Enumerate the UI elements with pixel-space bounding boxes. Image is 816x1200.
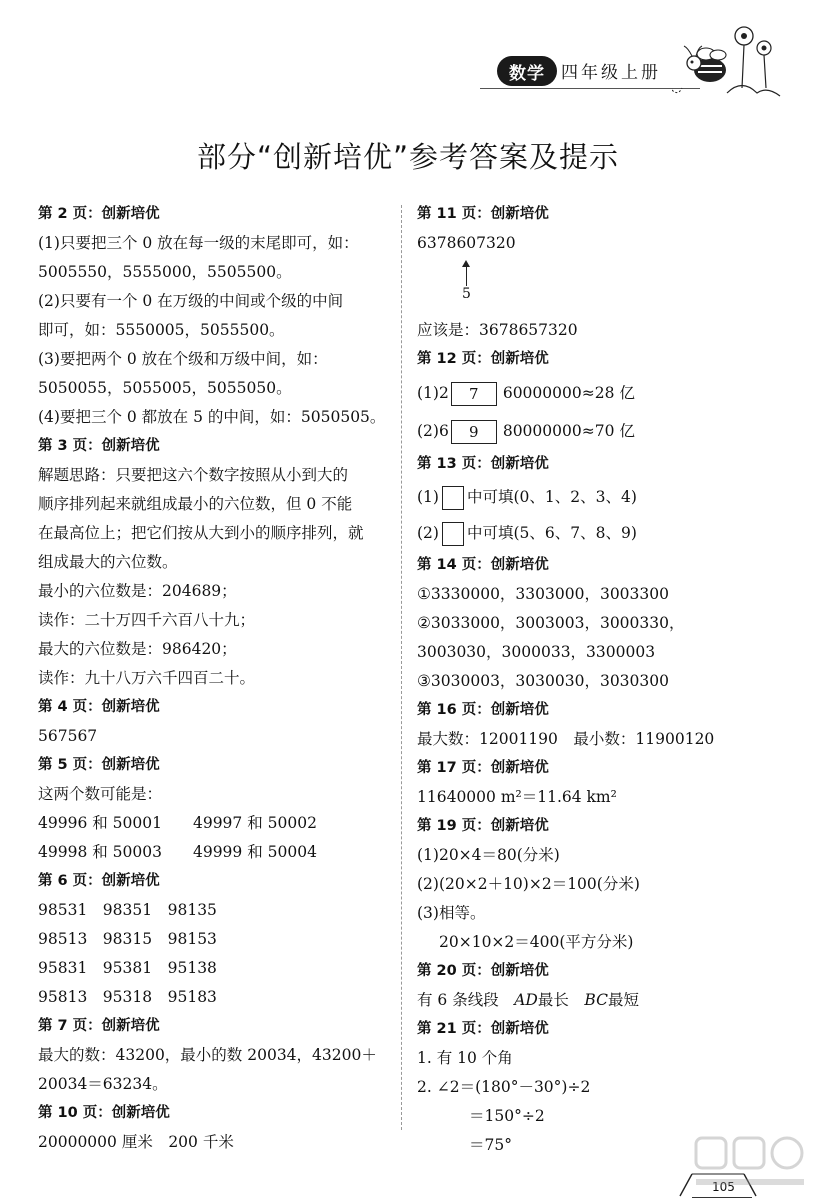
answer-line (417, 986, 797, 1015)
arrow-stem (466, 264, 467, 286)
answer-line: ③3030003，3030030，3030300 (417, 672, 669, 690)
correction-arrow (417, 258, 797, 316)
answer-line: 顺序排列起来就组成最小的六位数，但 0 不能 (38, 495, 353, 513)
row-prefix: (1) (417, 488, 439, 506)
answer-line: 最小的六位数是：204689； (38, 582, 237, 600)
section-heading-p3: 第 3 页：创新培优 (38, 438, 160, 454)
answer-line: ＝150°÷2 (469, 1107, 545, 1125)
section-heading-p6: 第 6 页：创新培优 (38, 873, 160, 889)
answer-line: 2. ∠2＝(180°－30°)÷2 (417, 1078, 591, 1096)
row-prefix: (2) (417, 524, 439, 542)
column-divider (401, 205, 402, 1130)
segment-ad: AD (514, 991, 538, 1009)
row-suffix: 80000000≈70 亿 (502, 422, 635, 440)
answer-line: 解题思路：只要把这六个数字按照从小到大的 (38, 466, 349, 484)
answer-line: (4)要把三个 0 都放在 5 的中间，如：5050505。 (38, 408, 386, 426)
answer-line: (3)相等。 (417, 904, 486, 922)
section-heading-p16: 第 16 页：创新培优 (417, 702, 549, 718)
answer-line: (1)20×4＝80(分米) (417, 846, 560, 864)
grade-label: 四年级上册 (561, 63, 661, 83)
page-header (0, 0, 816, 110)
answer-line: 最大的六位数是：986420； (38, 640, 237, 658)
answer-line: (2)(20×2＋10)×2＝100(分米) (417, 875, 640, 893)
boxed-digit: 9 (451, 420, 497, 444)
section-heading-p11: 第 11 页：创新培优 (417, 206, 549, 222)
answer-line: 11640000 m²＝11.64 km² (417, 788, 617, 806)
answer-line: (2)只要有一个 0 在万级的中间或个级的中间 (38, 292, 344, 310)
answer-line: 1. 有 10 个角 (417, 1049, 513, 1067)
longest-text: 最长 (537, 991, 569, 1009)
left-column (38, 200, 398, 1157)
bee-flower-illustration (672, 18, 782, 103)
row-prefix: (2)6 (417, 422, 449, 440)
page-title: 部分“创新培优”参考答案及提示 (196, 140, 620, 174)
answer-line: 在最高位上；把它们按从大到小的顺序排列，就 (38, 524, 364, 542)
section-heading-p21: 第 21 页：创新培优 (417, 1021, 549, 1037)
section-heading-p19: 第 19 页：创新培优 (417, 818, 549, 834)
page-number: 105 (712, 1180, 735, 1194)
answer-line: ①3330000，3303000，3003300 (417, 585, 669, 603)
empty-box (442, 486, 464, 510)
section-heading-p14: 第 14 页：创新培优 (417, 557, 549, 573)
answer-line: 3003030，3000033，3300003 (417, 643, 656, 661)
header-rule (480, 88, 700, 89)
answer-line (417, 479, 797, 515)
arrow-label: 5 (462, 286, 471, 302)
section-heading-p7: 第 7 页：创新培优 (38, 1018, 160, 1034)
section-heading-p2: 第 2 页：创新培优 (38, 206, 160, 222)
answer-line: 20×10×2＝400(平方分米) (439, 933, 634, 951)
answer-line: 49998 和 50003 49999 和 50004 (38, 843, 317, 861)
right-column (417, 200, 797, 1160)
answer-line (417, 374, 797, 412)
answer-line: 最大数：12001190 最小数：11900120 (417, 730, 715, 748)
row-suffix: 60000000≈28 亿 (502, 384, 635, 402)
answer-line: (3)要把两个 0 放在个级和万级中间，如： (38, 350, 328, 368)
answer-line: 5050055，5055005，5055050。 (38, 379, 292, 397)
answer-line: 应该是：3678657320 (417, 321, 578, 339)
answer-line: 95831 95381 95138 (38, 959, 217, 977)
answer-line: 20034＝63234。 (38, 1075, 168, 1093)
answer-line: 读作：二十万四千六百八十九； (38, 611, 256, 629)
row-prefix: (1)2 (417, 384, 449, 402)
section-heading-p5: 第 5 页：创新培优 (38, 757, 160, 773)
answer-line: 最大的数：43200，最小的数 20034，43200＋ (38, 1046, 377, 1064)
answer-line: 98531 98351 98135 (38, 901, 217, 919)
empty-box (442, 522, 464, 546)
answer-line (417, 412, 797, 450)
row-suffix: 中可填(0、1、2、3、4) (466, 488, 637, 506)
answer-line: 567567 (38, 727, 98, 745)
answer-line: 即可，如：5550005，5055500。 (38, 321, 285, 339)
answer-line: (1)只要把三个 0 放在每一级的末尾即可，如： (38, 234, 359, 252)
segment-count-text: 有 6 条线段 (417, 991, 499, 1009)
section-heading-p13: 第 13 页：创新培优 (417, 456, 549, 472)
section-heading-p12: 第 12 页：创新培优 (417, 351, 549, 367)
section-heading-p10: 第 10 页：创新培优 (38, 1105, 170, 1121)
answer-line: ＝75° (469, 1136, 512, 1154)
shortest-text: 最短 (607, 991, 639, 1009)
answer-line: 20000000 厘米 200 千米 (38, 1133, 234, 1151)
watermark-logo (690, 1132, 810, 1200)
subject-badge: 数学 (497, 56, 557, 86)
answer-line: 读作：九十八万六千四百二十。 (38, 669, 256, 687)
segment-bc: BC (584, 991, 608, 1009)
answer-line: 这两个数可能是： (38, 785, 163, 803)
answer-line: 95813 95318 95183 (38, 988, 217, 1006)
answer-line: 6378607320 (417, 234, 516, 252)
answer-line: 5005550，5555000，5505500。 (38, 263, 292, 281)
answer-line: 组成最大的六位数。 (38, 553, 178, 571)
answer-line: 98513 98315 98153 (38, 930, 217, 948)
boxed-digit: 7 (451, 382, 497, 406)
section-heading-p17: 第 17 页：创新培优 (417, 760, 549, 776)
answer-line: 49996 和 50001 49997 和 50002 (38, 814, 317, 832)
row-suffix: 中可填(5、6、7、8、9) (466, 524, 637, 542)
section-heading-p20: 第 20 页：创新培优 (417, 963, 549, 979)
answer-line: ②3033000，3003003，3000330， (417, 614, 685, 632)
answer-line (417, 515, 797, 551)
section-heading-p4: 第 4 页：创新培优 (38, 699, 160, 715)
